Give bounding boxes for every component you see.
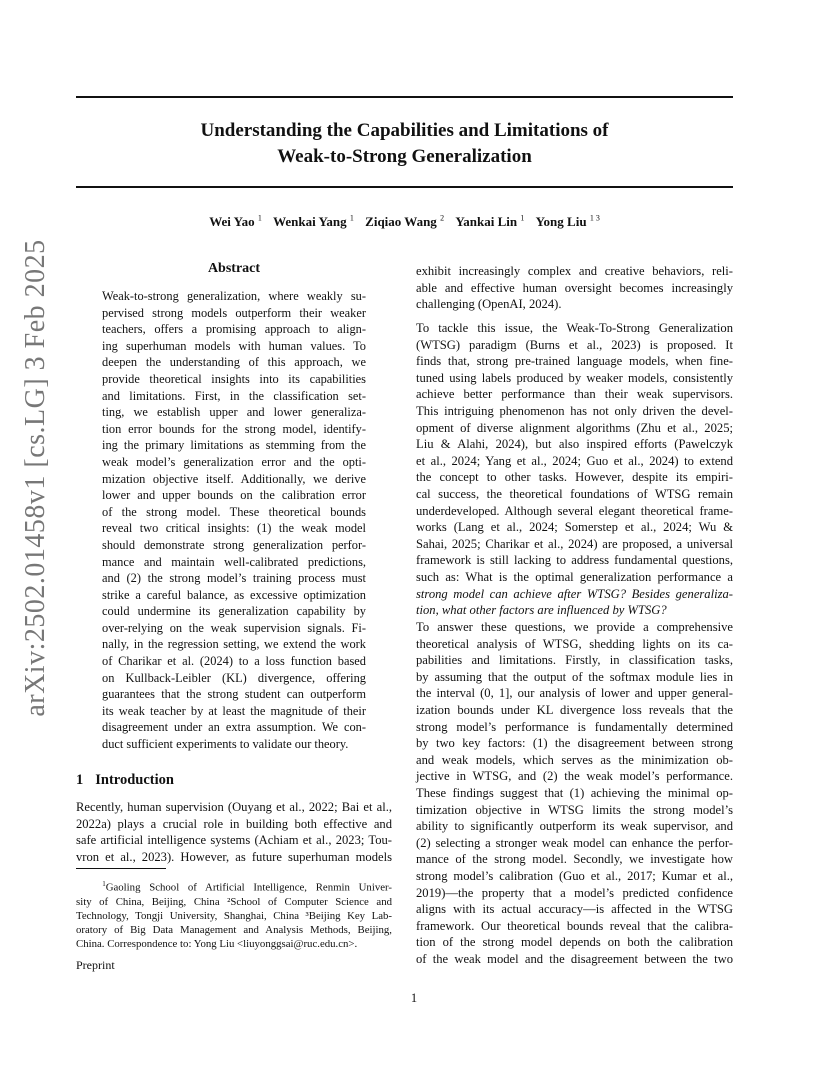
body-paragraph <box>416 320 733 619</box>
abstract-line: provide theoretical insights into its capabilities <box>102 371 366 386</box>
body-line: strong model’s calibration (Guo et al., 2017; Kumar et al., <box>416 868 733 883</box>
body-line: strong model can achieve after WTSG? Besides generaliza- <box>416 586 733 601</box>
body-line: ability to significantly outperform its weak supervisor, and <box>416 819 733 834</box>
abstract-line: reveal two critical insights: (1) the weak model <box>102 521 366 536</box>
body-line: Sahai, 2025; Charikar et al., 2024) are proposed, a universal <box>416 536 733 551</box>
body-line: theoretical analysis of WTSG, shedding lights on its ca- <box>416 636 733 651</box>
abstract-line: guarantees that the strong student can outperform <box>102 687 366 702</box>
author: Ziqiao Wang $^2$ <box>365 214 445 230</box>
author: Wei Yao $^1$ <box>209 214 262 230</box>
body-line: such as: What is the optimal generalization performance a <box>416 569 733 584</box>
body-line: the interval (0, 1], our analysis of lower and upper general- <box>416 686 733 701</box>
abstract-line: deepen the understanding of this approach, we <box>102 355 366 370</box>
body-line: cal success, the theoretical foundations of WTSG remain <box>416 486 733 501</box>
body-line: To tackle this issue, the Weak-To-Strong Generalization <box>416 321 733 335</box>
body-line: challenging (OpenAI, 2024). <box>416 297 562 312</box>
abstract-line: lower and upper bounds on the calibration error <box>102 488 366 503</box>
paper-title <box>76 118 733 170</box>
title-rule-top <box>76 96 733 98</box>
section-number: 1 <box>76 772 84 788</box>
abstract-line: tion error bounds for the strong model, identify- <box>102 421 366 436</box>
intro-line: 2022a) plays a crucial role in building both effective and <box>76 816 392 831</box>
body-line: and weak models, which serves as the minimization ob- <box>416 752 733 767</box>
intro-line: vron et al., 2023). However, as future superhuman models <box>76 849 392 864</box>
body-line: exhibit increasingly complex and creative behaviors, reli- <box>416 264 733 278</box>
body-line: the concept to other tasks. However, despite its empiri- <box>416 470 733 485</box>
body-line: jective in WTSG, and (2) the weak model’s performance. <box>416 769 733 784</box>
abstract-line: on Kullback-Leibler (KL) divergence, offering <box>102 670 366 685</box>
abstract-line: of Charikar et al. (2024) to a loss function based <box>102 654 366 669</box>
intro-line: safe artificial intelligence systems (Achiam et al., 2023; Tou- <box>76 833 392 848</box>
body-line: underdeveloped. Although several elegant theoretical frame- <box>416 503 733 518</box>
body-line: aligns with its actual accuracy—is affected in the WTSG <box>416 902 733 917</box>
abstract-line: pervised strong models outperform their weaker <box>102 305 366 320</box>
abstract-line: of the strong model. These theoretical bounds <box>102 504 366 519</box>
footnote-line: sity of China, Beijing, China ²School of Computer Science and <box>76 895 392 908</box>
body-line: works (Lang et al., 2024; Somerstep et al., 2024; Wu & <box>416 520 733 535</box>
author: Yankai Lin $^1$ <box>455 214 525 230</box>
author-list <box>76 214 733 230</box>
body-paragraph <box>416 619 733 967</box>
body-line: These findings suggest that (1) achieving the minimal op- <box>416 785 733 800</box>
page-number: 1 <box>410 991 418 1005</box>
body-line: achieve better performance than their weak supervisors. <box>416 387 733 402</box>
abstract-line: ting, we establish upper and lower generaliza- <box>102 405 366 420</box>
body-line: framework is still lacking to address fundamental questions, <box>416 553 733 568</box>
body-line: Liu & Alahi, 2024), but also inspired efforts (Pawelczyk <box>416 437 733 452</box>
abstract-line: ing superhuman models with human values. To <box>102 338 366 353</box>
section-title: Introduction <box>95 772 174 788</box>
abstract-line: teachers, offers a promising approach to align- <box>102 322 366 337</box>
body-line: mance of the strong model. Secondly, we investigate how <box>416 852 733 867</box>
body-line: by assuming that the output of the softmax module lies in <box>416 669 733 684</box>
abstract-line: mance and maintain well-calibrated predictions, <box>102 554 366 569</box>
intro-line: Recently, human supervision (Ouyang et al., 2022; Bai et al., <box>76 800 392 814</box>
abstract-line: weak model’s generalization error and the opti- <box>102 454 366 469</box>
footnote-rule <box>76 868 166 869</box>
abstract-line: over-relying on the weak supervision signals. Fi- <box>102 620 366 635</box>
title-rule-bottom <box>76 186 733 188</box>
abstract-line: disagreement under an extra assumption. We con- <box>102 720 366 735</box>
affiliation-footnote <box>76 877 392 952</box>
body-line: of the weak model and the disagreement between the two <box>416 951 733 966</box>
footnote-line: China. Correspondence to: Yong Liu <liuyonggsai@ruc.edu.cn>. <box>76 938 358 951</box>
footnote-line: $^1$Gaoling School of Artificial Intelligence, Renmin Univer- <box>102 880 392 894</box>
body-line: able and effective human oversight becomes increasingly <box>416 280 733 295</box>
body-line: This intriguing phenomenon has not only driven the devel- <box>416 403 733 418</box>
body-line: To answer these questions, we provide a comprehensive <box>416 620 733 634</box>
abstract-line: and (2) the strong model’s training process must <box>102 571 366 586</box>
body-line: (2) selecting a stronger weak model can enhance the perfor- <box>416 835 733 850</box>
body-paragraph <box>416 263 733 313</box>
body-line: tion of the strong model depends on both the calibration <box>416 935 733 950</box>
body-line: framework. Our theoretical bounds reveal that the calibra- <box>416 918 733 933</box>
body-line: (WTSG) paradigm (Burns et al., 2023) is proposed. It <box>416 337 733 352</box>
abstract-line: and limitations. First, in the classification set- <box>102 388 366 403</box>
abstract-line: duct sufficient experiments to validate our theory. <box>102 737 349 752</box>
body-line: opment of diverse alignment algorithms (Zhu et al., 2025; <box>416 420 733 435</box>
body-line: by two key factors: (1) the disagreement between strong <box>416 736 733 751</box>
footnote-line: oratory of Big Data Management and Analysis Methods, Beijing, <box>76 924 392 937</box>
abstract-text <box>102 288 366 753</box>
author: Wenkai Yang $^1$ <box>273 214 354 230</box>
title-line: Understanding the Capabilities and Limitations of <box>200 120 609 141</box>
preprint-label: Preprint <box>76 958 115 972</box>
section-heading-introduction <box>76 772 174 789</box>
body-line: 2019)—the property that a model’s predicted confidence <box>416 885 733 900</box>
body-line: pabilities and limitations. Firstly, in classification tasks, <box>416 653 733 668</box>
abstract-line: its weak teacher by at least the magnitude of their <box>102 703 366 718</box>
body-line: tuned using labels produced by weaker models, consistently <box>416 370 733 385</box>
abstract-line: mization objective itself. Additionally, we derive <box>102 471 366 486</box>
abstract-heading: Abstract <box>207 261 261 276</box>
body-line: finds that, strong pre-trained language models, when fine- <box>416 354 733 369</box>
author: Yong Liu $^{1 3}$ <box>535 214 600 230</box>
abstract-line: Weak-to-strong generalization, where weakly su- <box>102 289 366 303</box>
body-line: tion, what other factors are influenced by WTSG? <box>416 603 667 618</box>
abstract-line: nally, in the regression setting, we extend the work <box>102 637 366 652</box>
body-line: ization bounds under KL divergence loss reveals that the <box>416 702 733 717</box>
footnote-line: Technology, Tongji University, Shanghai, China ³Beijing Key Lab- <box>76 910 392 922</box>
introduction-text <box>76 799 392 865</box>
abstract-line: should demonstrate strong generalization perfor- <box>102 537 366 552</box>
abstract-line: ing the primary limitations as stemming from the <box>102 438 366 453</box>
body-line: et al., 2024; Yang et al., 2024; Guo et al., 2024) to extend <box>416 453 733 468</box>
abstract-line: strike a careful balance, as excessive optimization <box>102 587 366 602</box>
abstract-line: could undermine its generalization capability by <box>102 604 366 619</box>
body-line: timization objective in WTSG limits the strong model’s <box>416 802 733 817</box>
title-line: Weak-to-Strong Generalization <box>277 146 532 167</box>
body-line: strong model’s performance is fundamentally determined <box>416 719 733 734</box>
